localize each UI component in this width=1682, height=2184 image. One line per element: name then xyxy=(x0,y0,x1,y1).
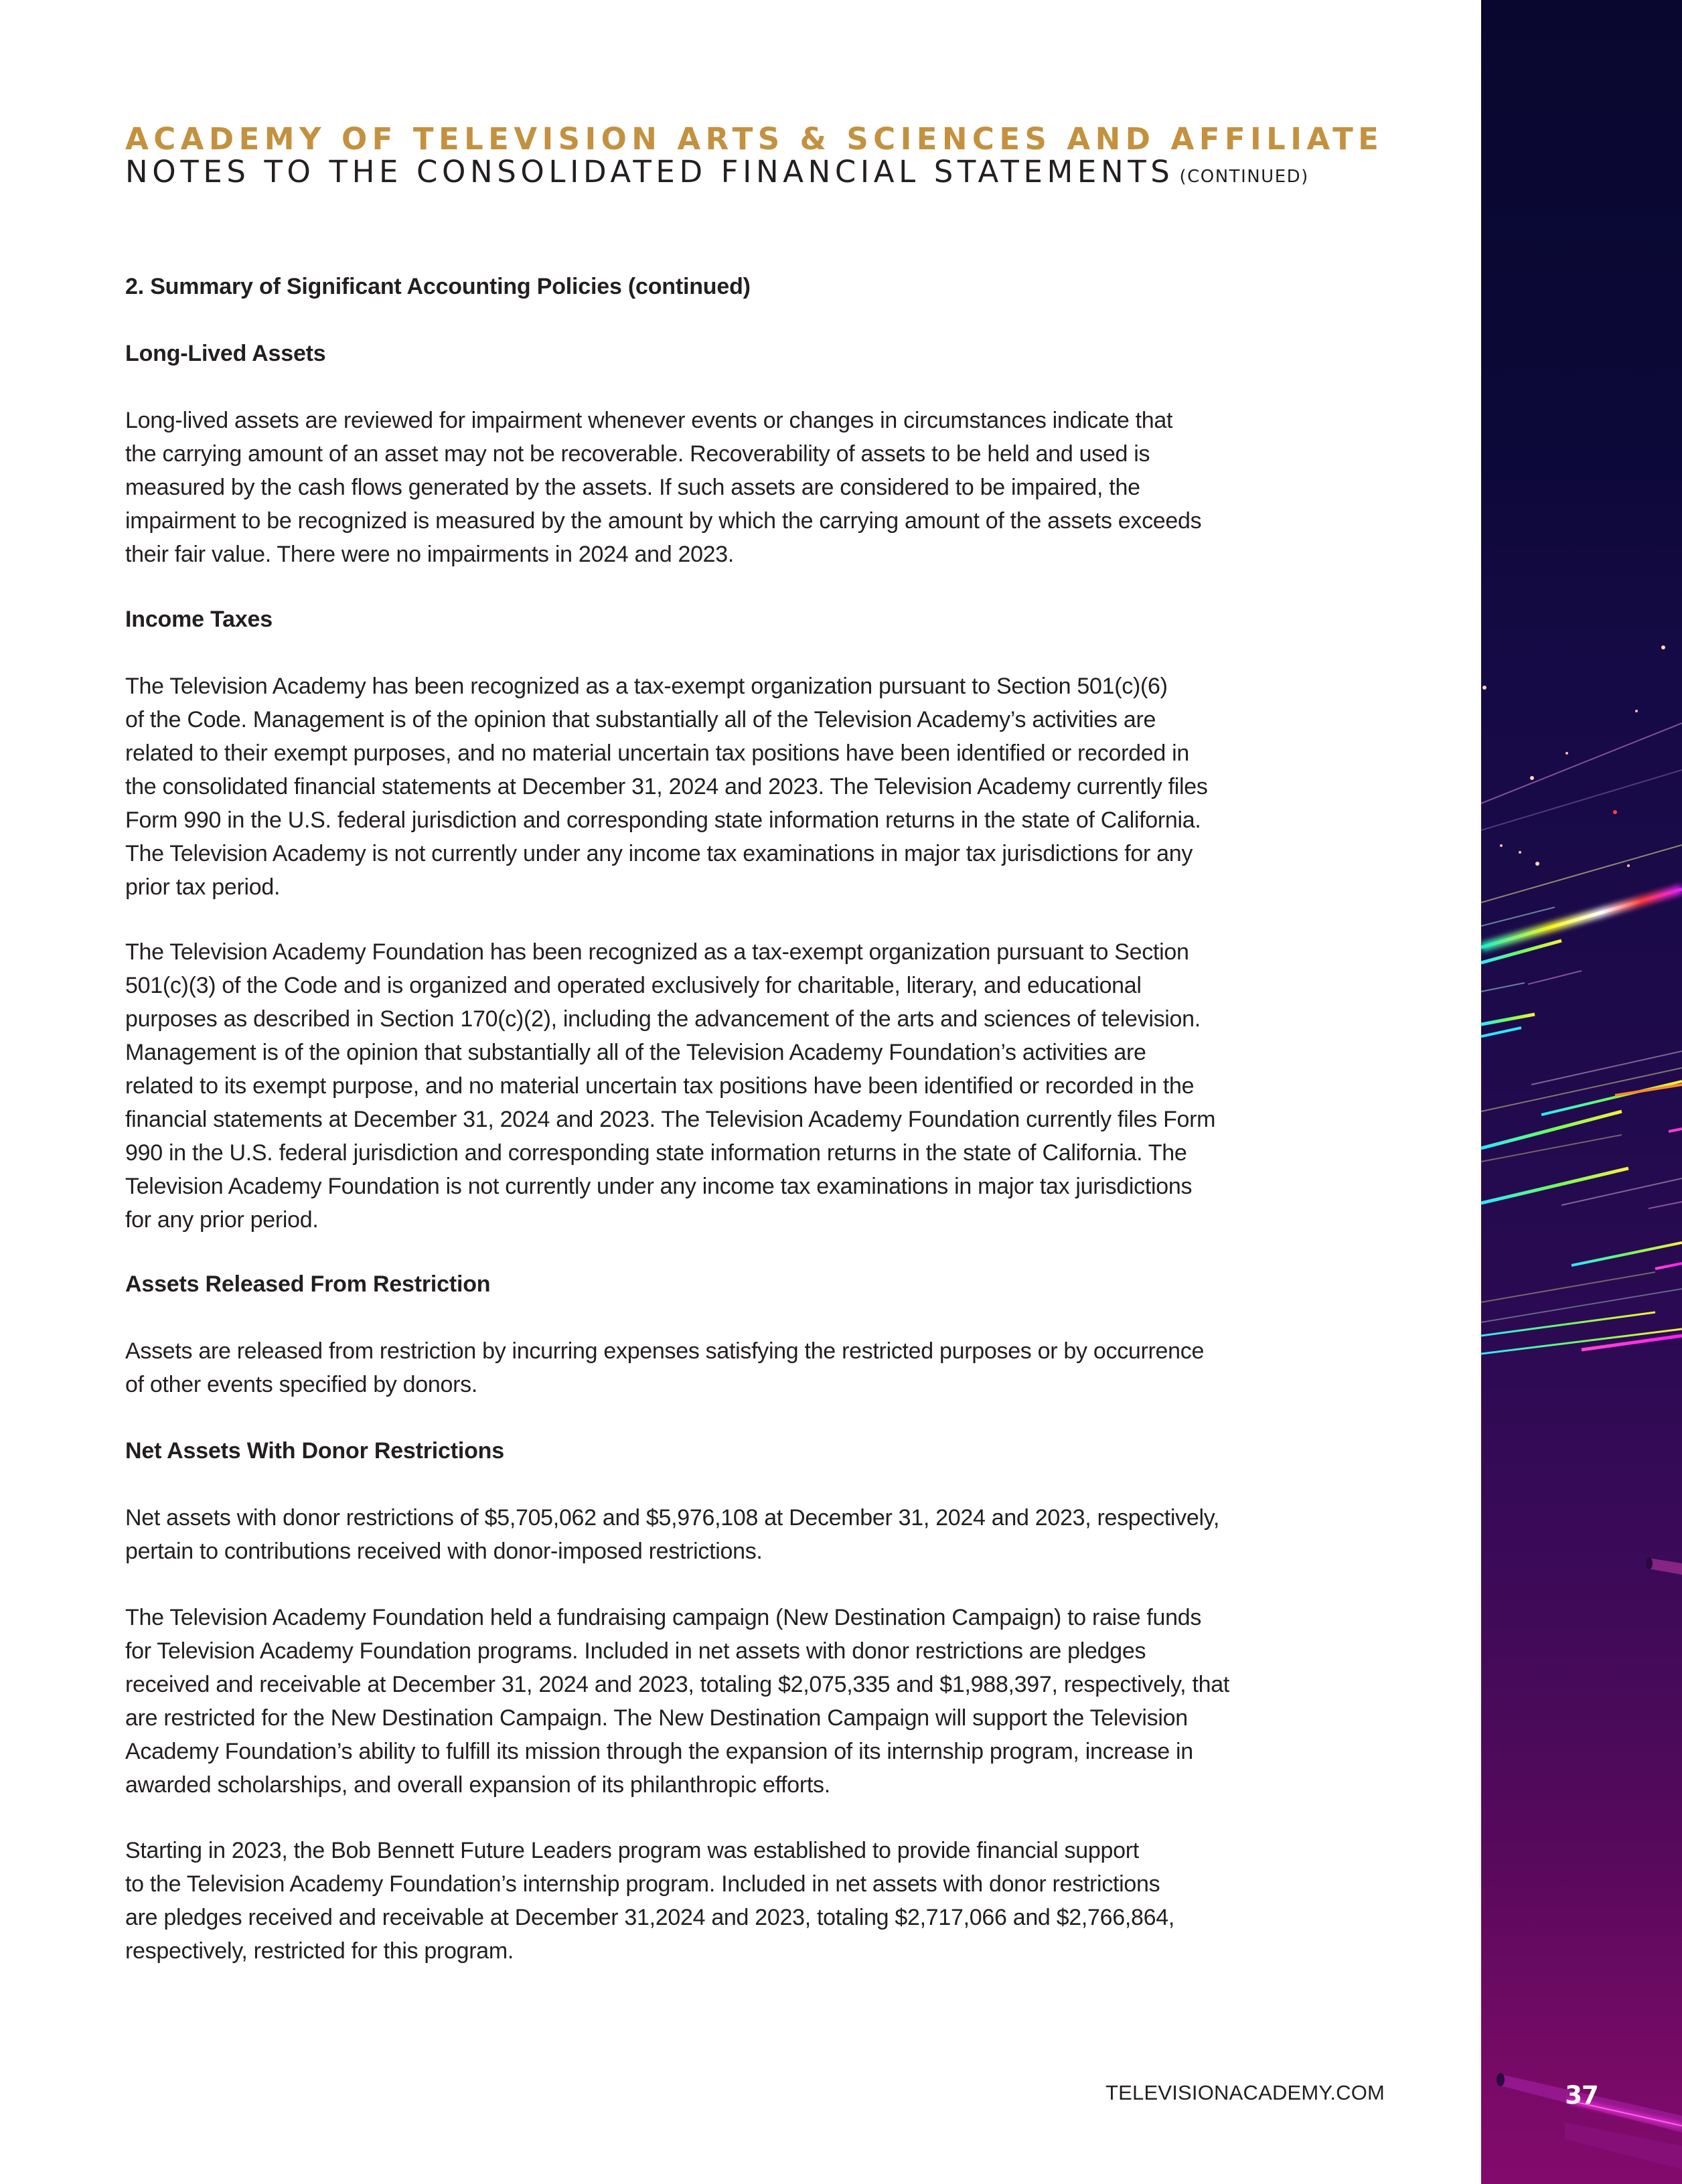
paragraph-line: received and receivable at December 31, 2024 and 2023, totaling $2,075,335 and $1,988,397, respectively, that xyxy=(125,1672,1229,1697)
paragraph-line: Long-lived assets are reviewed for impairment whenever events or changes in circumstances indicate that xyxy=(125,408,1173,433)
paragraph-line: the carrying amount of an asset may not be recoverable. Recoverability of assets to be held and used is xyxy=(125,441,1150,467)
paragraph-line: Academy Foundation’s ability to fulfill its mission through the expansion of its internship program, increase in xyxy=(125,1739,1193,1764)
income-taxes-section xyxy=(125,603,1397,636)
paragraph-line: for Television Academy Foundation programs. Included in net assets with donor restrictions are pledges xyxy=(125,1638,1146,1664)
paragraph-line: related to their exempt purposes, and no material uncertain tax positions have been identified or recorded in xyxy=(125,740,1189,766)
net-assets-donor-section xyxy=(125,1434,1397,1468)
section-heading: 2. Summary of Significant Accounting Policies (continued) xyxy=(125,274,751,299)
income-taxes-paragraph-1 xyxy=(125,670,1397,904)
assets-released-section xyxy=(125,1267,1397,1301)
paragraph-line: prior tax period. xyxy=(125,874,281,900)
paragraph-line: The Television Academy is not currently under any income tax examinations in major tax jurisdictions for any xyxy=(125,841,1193,866)
paragraph-line: their fair value. There were no impairments in 2024 and 2023. xyxy=(125,542,735,567)
paragraph-line: Net assets with donor restrictions of $5,705,062 and $5,976,108 at December 31, 2024 and 2023, respectively, xyxy=(125,1505,1220,1531)
paragraph-line: Form 990 in the U.S. federal jurisdiction and corresponding state information returns in the state of California. xyxy=(125,807,1201,833)
paragraph-line: 990 in the U.S. federal jurisdiction and corresponding state information returns in the state of California. The xyxy=(125,1140,1187,1166)
paragraph-line: Assets are released from restriction by incurring expenses satisfying the restricted purposes or by occurrence xyxy=(125,1338,1205,1364)
paragraph-line: are pledges received and receivable at December 31,2024 and 2023, totaling $2,717,066 and $2,766,864, xyxy=(125,1905,1175,1930)
long-lived-assets-section xyxy=(125,337,1397,370)
decorative-side-panel xyxy=(1481,0,1682,2184)
paragraph-line: awarded scholarships, and overall expansion of its philanthropic efforts. xyxy=(125,1772,830,1798)
paragraph-line: pertain to contributions received with donor-imposed restrictions. xyxy=(125,1539,763,1564)
paragraph-line: to the Television Academy Foundation’s internship program. Included in net assets with donor restrictions xyxy=(125,1871,1160,1897)
paragraph-line: of the Code. Management is of the opinion that substantially all of the Television Academy’s activities are xyxy=(125,707,1156,732)
footer-website-link[interactable]: TELEVISIONACADEMY.COM xyxy=(1105,2081,1385,2104)
paragraph-line: the consolidated financial statements at December 31, 2024 and 2023. The Television Academy currently files xyxy=(125,774,1208,799)
paragraph-line: financial statements at December 31, 2024 and 2023. The Television Academy Foundation currently files Form xyxy=(125,1107,1216,1132)
net-assets-paragraph-3 xyxy=(125,1834,1397,1968)
document-title xyxy=(125,155,1309,193)
paragraph-line: The Television Academy Foundation has been recognized as a tax-exempt organization pursuant to Section xyxy=(125,939,1189,965)
paragraph-line: impairment to be recognized is measured by the amount by which the carrying amount of the assets exceeds xyxy=(125,508,1202,534)
paragraph-line: Starting in 2023, the Bob Bennett Future Leaders program was established to provide financial support xyxy=(125,1838,1139,1863)
paragraph-line: related to its exempt purpose, and no material uncertain tax positions have been identified or recorded in the xyxy=(125,1073,1195,1099)
subsection-heading: Assets Released From Restriction xyxy=(125,1271,491,1297)
paragraph-line: respectively, restricted for this program. xyxy=(125,1938,514,1964)
income-taxes-paragraph-2 xyxy=(125,935,1397,1237)
subsection-heading: Net Assets With Donor Restrictions xyxy=(125,1438,504,1464)
section-heading-block xyxy=(125,270,1397,303)
paragraph-line: Television Academy Foundation is not currently under any income tax examinations in major tax jurisdictions xyxy=(125,1174,1193,1199)
subsection-heading: Income Taxes xyxy=(125,607,273,632)
net-assets-paragraph-1 xyxy=(125,1501,1397,1568)
paragraph-line: are restricted for the New Destination Campaign. The New Destination Campaign will support the Television xyxy=(125,1705,1188,1731)
paragraph-line: of other events specified by donors. xyxy=(125,1372,477,1397)
paragraph-line: The Television Academy Foundation held a fundraising campaign (New Destination Campaign) to raise funds xyxy=(125,1605,1202,1630)
light-streaks-decoration xyxy=(1481,0,1682,2184)
paragraph-line: measured by the cash flows generated by the assets. If such assets are considered to be impaired, the xyxy=(125,475,1140,500)
paragraph-line: 501(c)(3) of the Code and is organized and operated exclusively for charitable, literary, and educational xyxy=(125,973,1142,998)
paragraph-line: for any prior period. xyxy=(125,1207,319,1233)
document-title-text: NOTES TO THE CONSOLIDATED FINANCIAL STATEMENTS xyxy=(125,154,1174,189)
paragraph-line: The Television Academy has been recognized as a tax-exempt organization pursuant to Section 501(c)(6) xyxy=(125,674,1168,699)
net-assets-paragraph-2 xyxy=(125,1601,1397,1802)
subsection-heading: Long-Lived Assets xyxy=(125,341,326,366)
assets-released-paragraph xyxy=(125,1334,1397,1401)
continued-label: (CONTINUED) xyxy=(1179,167,1309,187)
page-number: 37 xyxy=(1565,2081,1598,2110)
long-lived-assets-paragraph xyxy=(125,404,1397,571)
organization-title: ACADEMY OF TELEVISION ARTS & SCIENCES AND AFFILIATE xyxy=(125,121,1384,157)
paragraph-line: Management is of the opinion that substantially all of the Television Academy Foundation’s activities are xyxy=(125,1040,1146,1065)
paragraph-line: purposes as described in Section 170(c)(2), including the advancement of the arts and sciences of television. xyxy=(125,1006,1201,1032)
